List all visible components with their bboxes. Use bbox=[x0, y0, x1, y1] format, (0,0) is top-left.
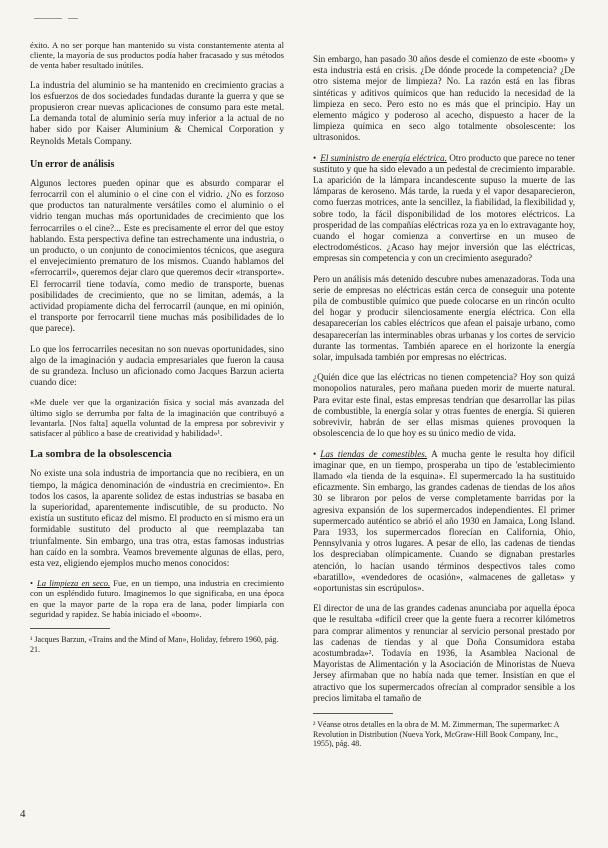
paragraph: Sin embargo, han pasado 30 años desde el comienzo de este «boom» y esta industria está en crisis. ¿De dónde procede la competencia? ¿De otro sistema mejor de limpieza? No. La razón está en las fibras sintéticas y aditivos químicos que han reducido la necesidad de la limpieza en seco. Pero esto no es más que el principio. Hay un elemento mágico y poderoso al acecho, dispuesto a hacer de la limpieza química en seco algo totalmente obsolescente: los ultrasonidos. bbox=[313, 54, 575, 143]
bullet-paragraph bbox=[30, 578, 284, 619]
bullet-icon: • bbox=[313, 448, 317, 459]
top-rule-short bbox=[68, 18, 78, 19]
bullet-title: El suministro de energía eléctrica. bbox=[320, 152, 447, 163]
footnote: ² Véanse otros detalles en la obra de M. M. Zimmerman, The supermarket: A Revolution in Distribution (Nueva York, McGraw-Hill Book Company, Inc., 1955), pág. 48. bbox=[313, 719, 560, 749]
top-rule bbox=[34, 18, 62, 19]
paragraph: La industria del aluminio se ha mantenido en crecimiento gracias a los esfuerzos de dos sociedades fundadas durante la guerra y que se propusieron crear nuevas aplicaciones de consumo para este metal. La demanda total de aluminio sería muy inferior a la actual de no haber sido por Kaiser Aluminium & Chemical Corporation y Reynolds Metals Company. bbox=[30, 79, 284, 146]
bullet-icon: • bbox=[313, 152, 317, 163]
bullet-text: A mucha gente le resulta hoy difícil imaginar que, en un tiempo, prosperaba un tipo de 'establecimiento llamado «la tienda de la esquina». El supermercado la ha sustituido eficazmente. Sin embargo, las grandes cadenas de tiendas de los años 30 se libraron por pelos de verse completamente barridas por la agresiva expansión de los supermercados independientes. El primer supermercado auténtico se abrió el año 1930 en Jamaica, Long Island. Para 1933, los supermercados florecían en California, Ohio, Pennsylvania y otros lugares. A pesar de ello, las cadenas de tiendas los despreciaban olímpicamente. Cuando se dignaban prestarles atención, lo hacían usando términos despectivos tales como «baratillo», «vendedores de ocasión», «almacenes de galletas» y «oportunistas sin escrúpulos». bbox=[313, 448, 575, 593]
bullet-icon: • bbox=[30, 578, 34, 589]
section-heading: La sombra de la obsolescencia bbox=[30, 448, 172, 461]
paragraph: éxito. A no ser porque han mantenido su vista constantemente atenta al cliente, la mayoría de sus productos podía haber fracasado y sus métodos de venta haber resultado inútiles. bbox=[30, 40, 284, 71]
bullet-text: Fue, en un tiempo, una industria en crecimiento con un espléndido futuro. Imaginemos lo que significaba, en una época en que la mayor parte de la ropa era de lana, poder limpiarla con seguridad y rapidez. Se había iniciado el «boom». bbox=[30, 578, 284, 619]
paragraph: Pero un análisis más detenido descubre nubes amenazadoras. Toda una serie de empresas no eléctricas están cerca de conseguir una potente pila de combustible químico que puede colocarse en un rincón oculto del hogar y producir silenciosamente energía eléctrica. Con ella desaparecerían los cables eléctricos que afean el paisaje urbano, como desaparecerían las interminables obras urbanas y los cortes de servicio durante las tormentas. También aparece en el horizonte la energía solar, impulsada también por empresas no eléctricas. bbox=[313, 273, 575, 363]
bullet-title: La limpieza en seco. bbox=[37, 578, 111, 589]
paragraph: El director de una de las grandes cadenas anunciaba por aquella época que le resultaba «difícil creer que la gente fuera a recorrer kilómetros para comprar alimentos y renunciar al servicio personal prestado por las cadenas de tiendas y al que Doña Consumidora estaba acostumbrada»². Todavía en 1936, la Asamblea Nacional de Mayoristas de Alimentación y la Asociación de Minoristas de Nueva Jersey afirmaban que no había nada que temer. Insistían en que el atractivo que los supermercados ofrecían al comprador sensible a los precios limitaba el tamaño de bbox=[313, 603, 575, 703]
section-heading: Un error de análisis bbox=[30, 158, 115, 170]
footnote: ¹ Jacques Barzun, «Trains and the Mind of Man», Holiday, febrero 1960, pág. 21. bbox=[30, 634, 279, 654]
footnote-rule bbox=[313, 713, 393, 714]
paragraph: No existe una sola industria de importancia que no recibiera, en un tiempo, la mágica denominación de «industria en crecimiento». En todos los casos, la aparente solidez de estas industrias se basaba en la superioridad, aparentemente indiscutible, de su producto. No existía un sustituto eficaz del mismo. El producto en sí mismo era un formidable sustituto del producto al que reemplazaba tan triunfalmente. Sin embargo, una tras otra, estas famosas industrias han caído en la sombra. Veamos brevemente algunas de ellas, pero, esta vez, eligiendo ejemplos mucho menos conocidos: bbox=[30, 468, 284, 568]
footnote-rule bbox=[30, 628, 110, 629]
bullet-text: Otro producto que parece no tener sustituto y que ha sido elevado a un pedestal de crecimiento imparable. La aparición de la lámpara incandescente supuso la muerte de las lámparas de keroseno. Más tarde, la rueda y el vapor desaparecieron, como fuerzas motrices, ante la sencillez, la fiabilidad, la flexibilidad y, sobre todo, la fácil disponibilidad de los motores eléctricos. La prosperidad de las compañías eléctricas roza ya en lo extravagante hoy, cuando el hogar comienza a convertirse en un museo de electrodomésticos. ¿Acaso hay mejor inversión que las eléctricas, empresas sin competencia y con un crecimiento asegurado? bbox=[313, 152, 575, 264]
page-number: 4 bbox=[20, 808, 26, 820]
bullet-title: Las tiendas de comestibles. bbox=[320, 448, 428, 459]
right-column bbox=[313, 54, 575, 749]
left-column bbox=[30, 40, 284, 654]
paragraph: ¿Quién dice que las eléctricas no tienen competencia? Hoy son quizá monopolios naturales, pero mañana pueden morir de muerte natural. Para evitar este final, estas empresas tendrían que desarrollar las pilas de combustible, la energía solar y otras fuentes de energía. Si quieren sobrevivir, habrán de ser ellas mismas quienes provoquen la obsolescencia de lo que hoy es su único medio de vida. bbox=[313, 372, 575, 439]
paragraph: Algunos lectores pueden opinar que es absurdo comparar el ferrocarril con el aluminio o el cine con el vidrio. ¿No es forzoso que productos tan naturalmente versátiles como el aluminio o el vidrio tengan muchas más oportunidades de crecimiento que los ferrocarriles o el cine?... Este es precisamente el error del que estoy hablando. Esta perspectiva define tan estrechamente una industria, o un producto, o un conjunto de conocimientos técnicos, que asegura el envejecimiento prematuro de los mismos. Cuando hablamos del «ferrocarril», queremos dejar claro que queremos decir «transporte». El ferrocarril tiene todavía, como medio de transporte, buenas posibilidades de crecimiento, que no se limitan, además, a la actividad propiamente dicha del ferrocarril (aunque, en mi opinión, el transporte por ferrocarril tiene muchas más posibilidades de lo que parece). bbox=[30, 177, 284, 334]
bullet-paragraph bbox=[313, 153, 575, 265]
bullet-paragraph bbox=[313, 449, 575, 595]
paragraph: Lo que los ferrocarriles necesitan no son nuevas oportunidades, sino algo de la imaginación y audacia empresariales que fueron la causa de su grandeza. Incluso un aficionado como Jacques Barzun acierta cuando dice: bbox=[30, 343, 284, 388]
block-quote: «Me duele ver que la organización física y social más avanzada del último siglo se derrumba por falta de la imaginación que contribuyó a levantarla. [Nos falta] aquella voluntad de la empresa por sobrevivir y satisfacer al público a base de creatividad y habilidad»¹. bbox=[30, 397, 284, 439]
